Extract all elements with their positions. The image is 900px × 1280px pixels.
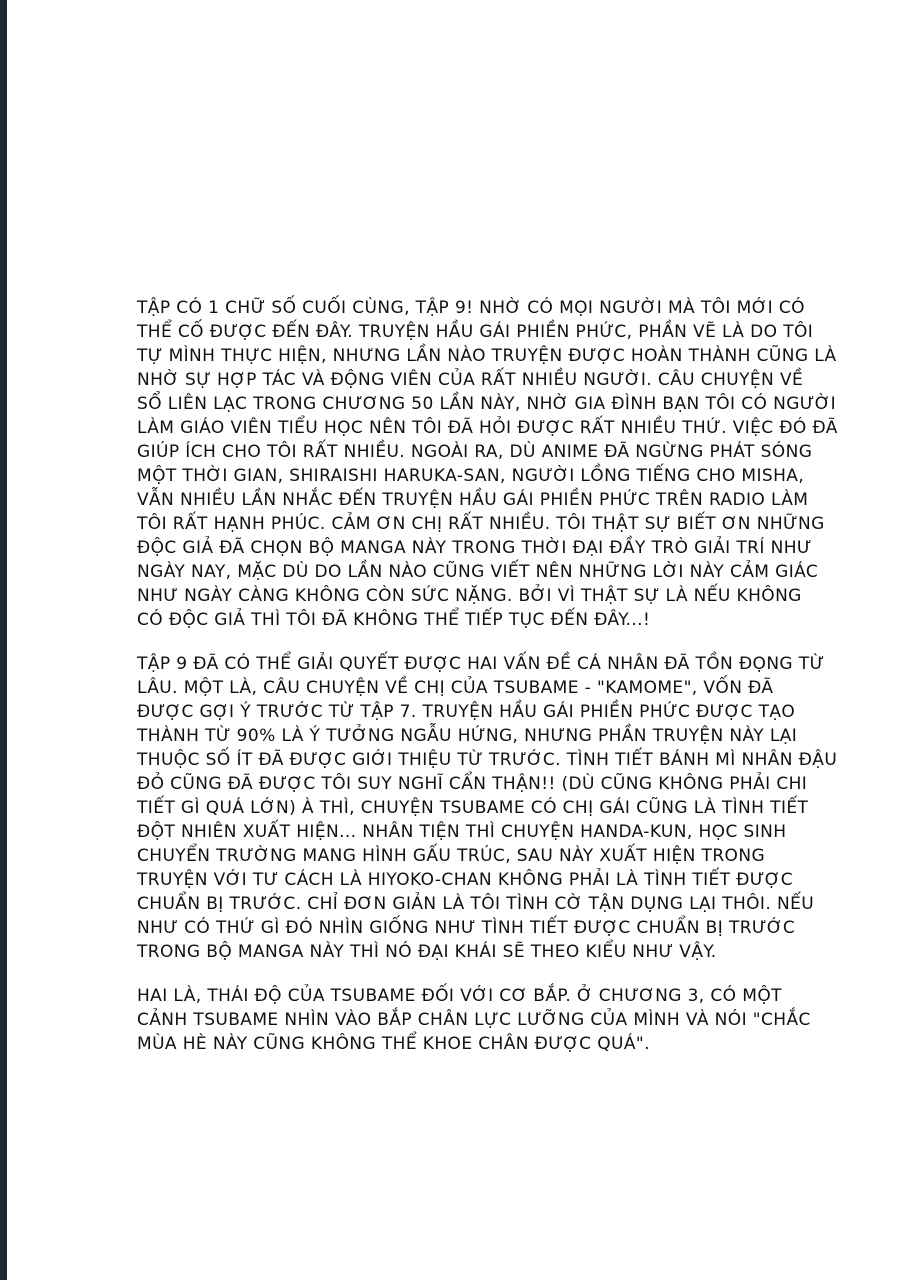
text-line: TẬP 9 ĐÃ CÓ THỂ GIẢI QUYẾT ĐƯỢC HAI VẤN ĐỀ CÁ NHÂN ĐÃ TỒN ĐỌNG TỪ (137, 654, 825, 674)
text-line: ĐƯỢC GỢI Ý TRƯỚC TỪ TẬP 7. TRUYỆN HẦU GÁI PHIỀN PHỨC ĐƯỢC TẠO (137, 702, 796, 722)
text-line: HAI LÀ, THÁI ĐỘ CỦA TSUBAME ĐỐI VỚI CƠ BẮP. Ở CHƯƠNG 3, CÓ MỘT (137, 986, 782, 1006)
text-line: ĐỎ CŨNG ĐÃ ĐƯỢC TÔI SUY NGHĨ CẨN THẬN!! (DÙ CŨNG KHÔNG PHẢI CHI (137, 774, 808, 794)
paragraph-2 (137, 652, 837, 964)
text-line: ĐỘC GIẢ ĐÃ CHỌN BỘ MANGA NÀY TRONG THỜI ĐẠI ĐẦY TRÒ GIẢI TRÍ NHƯ (137, 538, 812, 558)
afterword-text (137, 296, 837, 1056)
text-line: TIẾT GÌ QUÁ LỚN) À THÌ, CHUYỆN TSUBAME CÓ CHỊ GÁI CŨNG LÀ TÌNH TIẾT (137, 798, 809, 818)
text-line: GIÚP ÍCH CHO TÔI RẤT NHIỀU. NGOÀI RA, DÙ ANIME ĐÃ NGỪNG PHÁT SÓNG (137, 442, 813, 462)
paragraph-3 (137, 984, 837, 1056)
paragraph-spacer (137, 964, 837, 984)
text-line: TRONG BỘ MANGA NÀY THÌ NÓ ĐẠI KHÁI SẼ THEO KIỂU NHƯ VẬY. (137, 942, 717, 962)
text-line: THÀNH TỪ 90% LÀ Ý TƯỞNG NGẪU HỨNG, NHƯNG PHẦN TRUYỆN NÀY LẠI (137, 726, 798, 746)
text-line: THỂ CỐ ĐƯỢC ĐẾN ĐÂY. TRUYỆN HẦU GÁI PHIỀN PHỨC, PHẦN VẼ LÀ DO TÔI (137, 322, 814, 342)
text-line: SỔ LIÊN LẠC TRONG CHƯƠNG 50 LẦN NÀY, NHỜ GIA ĐÌNH BẠN TÔI CÓ NGƯỜI (137, 394, 837, 414)
text-line: TRUYỆN VỚI TƯ CÁCH LÀ HIYOKO-CHAN KHÔNG PHẢI LÀ TÌNH TIẾT ĐƯỢC (137, 870, 793, 890)
text-line: CẢNH TSUBAME NHÌN VÀO BẮP CHÂN LỰC LƯỠNG CỦA MÌNH VÀ NÓI "CHẮC (137, 1010, 811, 1030)
text-line: CHUẨN BỊ TRƯỚC. CHỈ ĐƠN GIẢN LÀ TÔI TÌNH CỜ TẬN DỤNG LẠI THÔI. NẾU (137, 894, 815, 914)
text-line: NHƯ CÓ THỨ GÌ ĐÓ NHÌN GIỐNG NHƯ TÌNH TIẾT ĐƯỢC CHUẨN BỊ TRƯỚC (137, 918, 796, 938)
text-line: NHƯ NGÀY CÀNG KHÔNG CÒN SỨC NẶNG. BỞI VÌ THẬT SỰ LÀ NẾU KHÔNG (137, 586, 802, 606)
text-line: CÓ ĐỘC GIẢ THÌ TÔI ĐÃ KHÔNG THỂ TIẾP TỤC ĐẾN ĐÂY...! (137, 610, 651, 630)
text-line: CHUYỂN TRƯỜNG MANG HÌNH GẤU TRÚC, SAU NÀY XUẤT HIỆN TRONG (137, 846, 766, 866)
text-line: LÀM GIÁO VIÊN TIỂU HỌC NÊN TÔI ĐÃ HỎI ĐƯỢC RẤT NHIỀU THỨ. VIỆC ĐÓ ĐÃ (137, 418, 838, 438)
paragraph-spacer (137, 632, 837, 652)
page-left-border (0, 0, 7, 1280)
text-line: LÂU. MỘT LÀ, CÂU CHUYỆN VỀ CHỊ CỦA TSUBAME - "KAMOME", VỐN ĐÃ (137, 678, 774, 698)
text-line: NGÀY NAY, MẶC DÙ DO LẦN NÀO CŨNG VIẾT NÊN NHỮNG LỜI NÀY CẢM GIÁC (137, 562, 819, 582)
text-line: NHỜ SỰ HỢP TÁC VÀ ĐỘNG VIÊN CỦA RẤT NHIỀU NGƯỜI. CÂU CHUYỆN VỀ (137, 370, 804, 390)
text-line: TẬP CÓ 1 CHỮ SỐ CUỐI CÙNG, TẬP 9! NHỜ CÓ MỌI NGƯỜI MÀ TÔI MỚI CÓ (137, 298, 805, 318)
text-line: THUỘC SỐ ÍT ĐÃ ĐƯỢC GIỚI THIỆU TỪ TRƯỚC. TÌNH TIẾT BÁNH MÌ NHÂN ĐẬU (137, 750, 838, 770)
text-line: MỘT THỜI GIAN, SHIRAISHI HARUKA-SAN, NGƯỜI LỒNG TIẾNG CHO MISHA, (137, 466, 805, 486)
text-line: VẪN NHIỀU LẦN NHẮC ĐẾN TRUYỆN HẦU GÁI PHIỀN PHỨC TRÊN RADIO LÀM (137, 490, 809, 510)
manga-afterword-page (7, 0, 900, 1280)
text-line: MÙA HÈ NÀY CŨNG KHÔNG THỂ KHOE CHÂN ĐƯỢC QUÁ". (137, 1034, 650, 1054)
text-line: TỰ MÌNH THỰC HIỆN, NHƯNG LẦN NÀO TRUYỆN ĐƯỢC HOÀN THÀNH CŨNG LÀ (137, 346, 837, 366)
paragraph-1 (137, 296, 837, 632)
text-line: TÔI RẤT HẠNH PHÚC. CẢM ƠN CHỊ RẤT NHIỀU. TÔI THẬT SỰ BIẾT ƠN NHỮNG (137, 514, 825, 534)
text-line: ĐỘT NHIÊN XUẤT HIỆN... NHÂN TIỆN THÌ CHUYỆN HANDA-KUN, HỌC SINH (137, 822, 787, 842)
